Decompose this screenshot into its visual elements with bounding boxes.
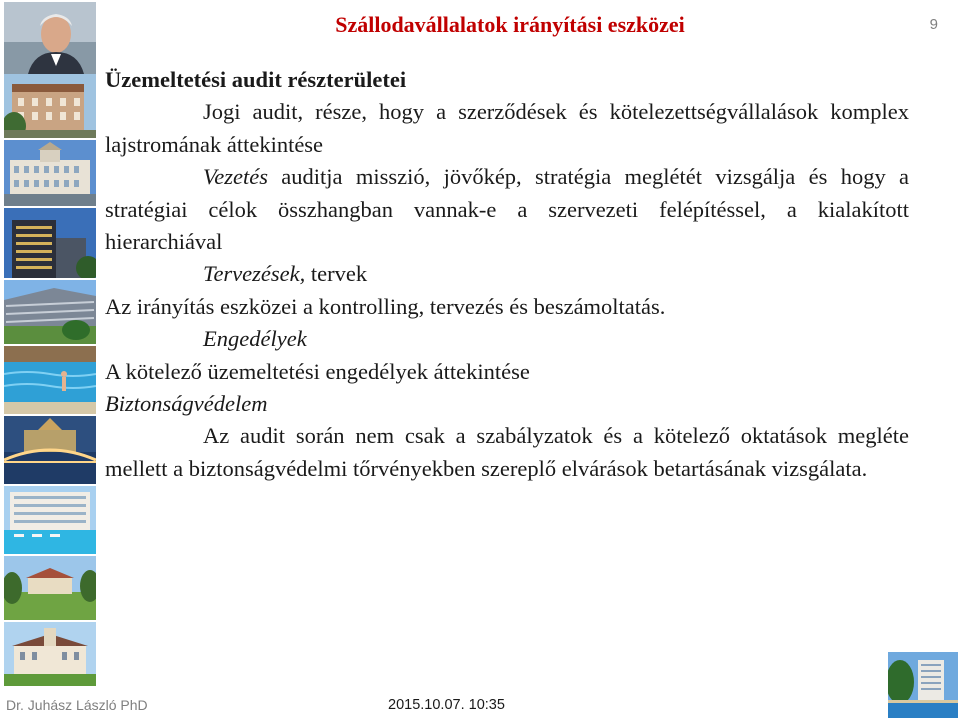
planning-paragraph — [105, 258, 909, 290]
security-label: Biztonságvédelem — [105, 391, 268, 417]
footer-date: 2015.10.07. 10:35 — [388, 697, 505, 713]
highrise-hotel-photo — [4, 208, 96, 278]
corner-seaside-photo — [888, 652, 958, 718]
footer-author: Dr. Juhász László PhD — [6, 697, 148, 713]
bridge-night-photo — [4, 416, 96, 484]
photo-sidebar — [4, 0, 96, 718]
legal-audit-paragraph: Jogi audit, része, hogy a szerződések és kötelezettségvállalások komplex lajstromának áttekintése — [105, 99, 909, 157]
pool-photo — [4, 346, 96, 414]
permits-label: Engedélyek — [203, 326, 307, 352]
resort-hotel-photo — [4, 280, 96, 344]
castle-photo — [4, 622, 96, 686]
palace-hotel-photo — [4, 140, 96, 206]
security-paragraph: Az audit során nem csak a szabályzatok és a kötelező oktatások megléte mellett a biztonságvédelmi tőrvényekben szereplő elvárások betartásának vizsgálata. — [105, 423, 909, 481]
section-heading: Üzemeltetési audit részterületei — [105, 67, 407, 92]
slide-title: Szállodavállalatok irányítási eszközei — [335, 12, 685, 37]
portrait-photo — [4, 2, 96, 74]
management-label: Vezetés — [203, 164, 268, 190]
permits-paragraph: A kötelező üzemeltetési engedélyek áttekintése — [105, 358, 530, 384]
hotel-photo — [4, 74, 96, 138]
planning-text: tervek — [305, 261, 368, 287]
slide-body — [105, 64, 909, 485]
management-audit-paragraph — [105, 161, 909, 258]
management-text: auditja misszió, jövőkép, stratégia meglétét vizsgálja és hogy a stratégiai célok összhangban vannak-e a szervezeti felépítéssel, a kialakított hierarchiával — [105, 164, 909, 255]
planning-label: Tervezések, — [203, 261, 306, 287]
countryside-manor-photo — [4, 556, 96, 620]
control-tools-paragraph: Az irányítás eszközei a kontrolling, tervezés és beszámoltatás. — [105, 293, 666, 319]
poolside-hotel-photo — [4, 486, 96, 554]
page-number: 9 — [929, 16, 938, 33]
